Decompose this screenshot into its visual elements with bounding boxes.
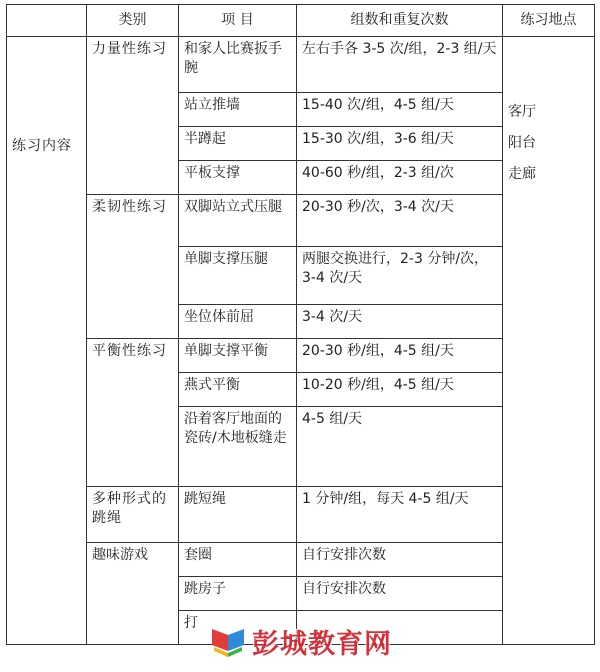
section-label: 练习内容 [7, 37, 87, 645]
sets-cell: 10-20 秒/组，4-5 组/天 [297, 373, 503, 407]
header-item: 项 目 [179, 5, 297, 37]
header-category: 类别 [87, 5, 179, 37]
sets-cell: 两腿交换进行，2-3 分钟/次，3-4 次/天 [297, 247, 503, 305]
sets-cell: 15-30 次/组，3-6 组/天 [297, 127, 503, 161]
watermark-text: 彭城教育网 [252, 628, 392, 660]
category-cell: 力量性练习 [87, 37, 179, 195]
header-blank [7, 5, 87, 37]
category-cell: 平衡性练习 [87, 339, 179, 487]
category-cell: 趣味游戏 [87, 543, 179, 645]
item-cell: 半蹲起 [179, 127, 297, 161]
location-cell [503, 37, 595, 645]
header-location: 练习地点 [503, 5, 595, 37]
location-item: 走廊 [508, 166, 536, 182]
book-logo-icon [208, 621, 248, 661]
item-cell: 打 [179, 611, 297, 645]
sets-cell: 20-30 秒/组，4-5 组/天 [297, 339, 503, 373]
item-cell: 跳房子 [179, 577, 297, 611]
item-cell: 燕式平衡 [179, 373, 297, 407]
sets-cell: 自行安排次数 [297, 543, 503, 577]
sets-cell: 自行安排次数 [297, 577, 503, 611]
header-row [7, 5, 595, 37]
item-cell: 站立推墙 [179, 93, 297, 127]
category-cell: 多种形式的跳绳 [87, 487, 179, 543]
item-cell: 双脚站立式压腿 [179, 195, 297, 247]
sets-cell: 15-40 次/组，4-5 组/天 [297, 93, 503, 127]
table-row [7, 37, 595, 93]
sets-cell: 40-60 秒/组，2-3 组/次 [297, 161, 503, 195]
watermark [208, 618, 408, 664]
item-cell: 单脚支撑平衡 [179, 339, 297, 373]
location-item: 客厅 [508, 104, 536, 120]
sets-cell: 3-4 次/天 [297, 305, 503, 339]
sets-cell: 1 分钟/组，每天 4-5 组/天 [297, 487, 503, 543]
item-cell: 坐位体前屈 [179, 305, 297, 339]
item-cell: 沿着客厅地面的瓷砖/木地板缝走 [179, 407, 297, 487]
item-cell: 套圈 [179, 543, 297, 577]
item-cell: 跳短绳 [179, 487, 297, 543]
sets-cell: 20-30 秒/次，3-4 次/天 [297, 195, 503, 247]
item-cell: 和家人比赛扳手腕 [179, 37, 297, 93]
sets-cell: 4-5 组/天 [297, 407, 503, 487]
exercise-schedule-table [6, 4, 595, 645]
header-sets: 组数和重复次数 [297, 5, 503, 37]
location-item: 阳台 [508, 135, 536, 151]
item-cell: 单脚支撑压腿 [179, 247, 297, 305]
sets-cell: 左右手各 3-5 次/组，2-3 组/天 [297, 37, 503, 93]
item-cell: 平板支撑 [179, 161, 297, 195]
category-cell: 柔韧性练习 [87, 195, 179, 339]
